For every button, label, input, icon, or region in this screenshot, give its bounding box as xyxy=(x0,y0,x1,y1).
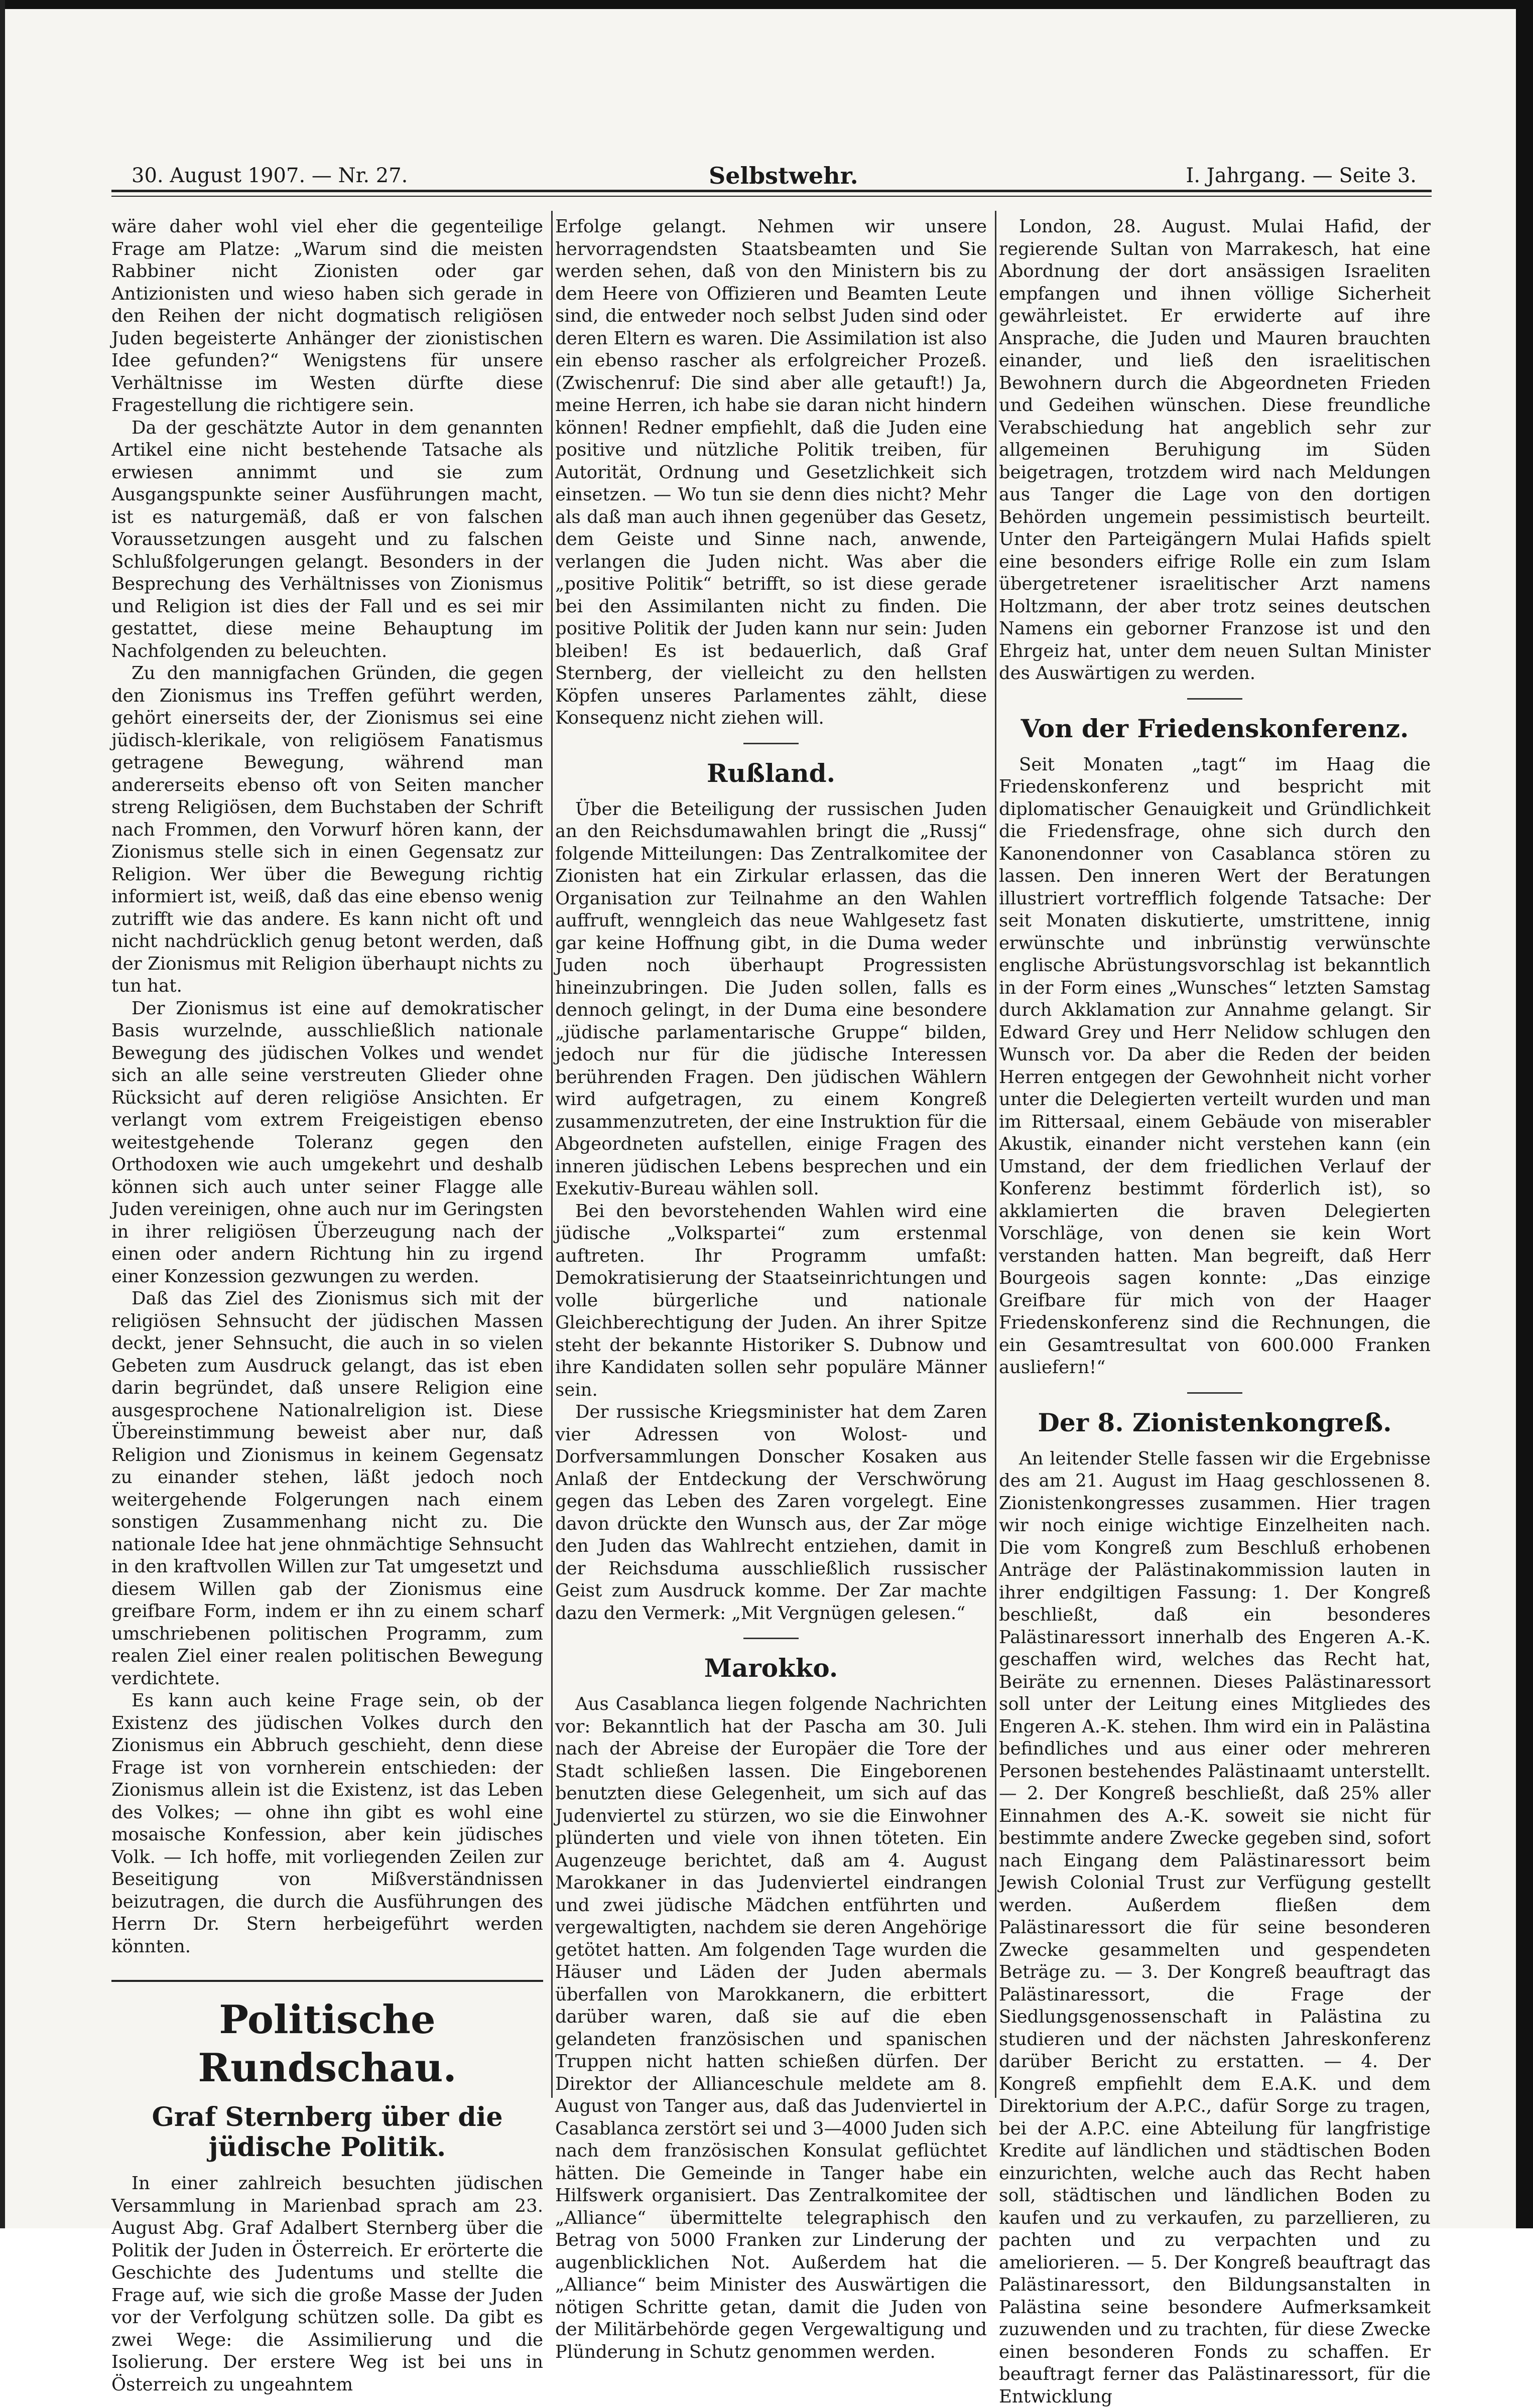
col3-paragraph: London, 28. August. Mulai Hafid, der regierende Sultan von Marrakesch, hat eine Abordnung der dort ansässigen Israeliten empfangen und ihnen völlige Sicherheit gewährleistet. Er erwiderte auf ihre Ansprache, die Juden und Mauren brauchten einander, und ließ den israelitischen Bewohnern durch die Abgeordneten Frieden und Gedeihen wünschen. Diese freundliche Verabschiedung hat angeblich sehr zur allgemeinen Beruhigung im Süden beigetragen, trotzdem wird nach Meldungen aus Tanger die Lage von den dortigen Behörden ungemein pessimistisch beurteilt. Unter den Parteigängern Mulai Hafids spielt eine besonders eifrige Rolle ein zum Islam übergetretener israelitischer Arzt namens Holtzmann, der aber trotz seines deutschen Namens ein geborner Franzose ist und den Ehrgeiz hat, unter dem neuen Sultan Minister des Auswärtigen zu werden. xyxy=(999,216,1431,685)
col1-paragraph: In einer zahlreich besuchten jüdischen Versammlung in Marienbad sprach am 23. August Abg. Graf Adalbert Sternberg über die Politik der Juden in Österreich. Er erörterte die Geschichte des Judentums und stellte die Frage auf, wie sich die große Masse der Juden vor der Verfolgung schützen solle. Da gibt es zwei Wege: die Assimilierung und die Isolierung. Der erstere Weg ist bei uns in Österreich zu ungeahntem xyxy=(111,2173,543,2396)
column-divider-2 xyxy=(995,211,996,2098)
scan-border-top xyxy=(0,0,1533,9)
page-header xyxy=(111,160,1432,192)
col1-paragraph: Der Zionismus ist eine auf demokratischer Basis wurzelnde, ausschließlich nationale Bewegung des jüdischen Volkes und wendet sich an alle seine verstreuten Glieder ohne Rücksicht auf deren religiöse Ansichten. Er verlangt vom extrem Freigeistigen ebenso weitestgehende Toleranz gegen den Orthodoxen wie auch umgekehrt und deshalb können sich auch unter seiner Flagge alle Juden vereinigen, ohne auch nur im Geringsten in ihrer religiösen Überzeugung nach der einen oder andern Richtung hin zu irgend einer Konzession gezwungen zu werden. xyxy=(111,998,543,1288)
col2-paragraph: Bei den bevorstehenden Wahlen wird eine jüdische „Volkspartei“ zum erstenmal auftreten. Ihr Programm umfaßt: Demokratisierung der Staatseinrichtungen und volle bürgerliche und nationale Gleichberechtigung der Juden. An ihrer Spitze steht der bekannte Historiker S. Dubnow und ihre Kandidaten sollen sehr populäre Männer sein. xyxy=(555,1200,987,1402)
separator-rule xyxy=(1187,698,1242,700)
col1-paragraph: wäre daher wohl viel eher die gegenteilige Frage am Platze: „Warum sind die meisten Rabbiner nicht Zionisten oder gar Antizionisten und wieso haben sich gerade in den Reihen der nicht dogmatisch religiösen Juden begeisterte Anhänger der zionistischen Idee gefunden?“ Wenigstens für unsere Verhältnisse im Westen dürfte diese Fragestellung die richtigere sein. xyxy=(111,216,543,417)
section-title-zionistenkongress: Der 8. Zionistenkongreß. xyxy=(999,1408,1431,1438)
col2-paragraph: Der russische Kriegsminister hat dem Zaren vier Adressen von Wolost- und Dorfversammlungen Donscher Kosaken aus Anlaß der Entdeckung der Verschwörung gegen das Leben des Zaren vorgelegt. Eine davon drückte den Wunsch aus, der Zar möge den Juden das Wahlrecht entziehen, damit in der Reichsduma ausschließlich russischer Geist zum Ausdruck komme. Der Zar machte dazu den Vermerk: „Mit Vergnügen gelesen.“ xyxy=(555,1401,987,1625)
col1-paragraph: Da der geschätzte Autor in dem genannten Artikel eine nicht bestehende Tatsache als erwiesen annimmt und sie zum Ausgangspunkte seiner Ausführungen macht, ist es naturgemäß, daß er von falschen Voraussetzungen ausgeht und zu falschen Schlußfolgerungen gelangt. Besonders in der Besprechung des Verhältnisses von Zionismus und Religion ist dies der Fall und es sei mir gestattet, diese meine Behauptung im Nachfolgenden zu beleuchten. xyxy=(111,417,543,663)
col1-paragraph: Es kann auch keine Frage sein, ob der Existenz des jüdischen Volkes durch den Zionismus ein Abbruch geschieht, denn diese Frage ist von vornherein entschieden: der Zionismus allein ist die Existenz, ist das Leben des Volkes; — ohne ihn gibt es wohl eine mosaische Konfession, aber kein jüdisches Volk. — Ich hoffe, mit vorliegenden Zeilen zur Beseitigung von Mißverständnissen beizutragen, die durch die Ausführungen des Herrn Dr. Stern herbeigeführt werden könnten. xyxy=(111,1690,543,1958)
section-title-russland: Rußland. xyxy=(555,758,987,788)
separator-rule xyxy=(1187,1392,1242,1394)
col3-paragraph: An leitender Stelle fassen wir die Ergebnisse des am 21. August im Haag geschlossenen 8. Zionistenkongresses zusammen. Hier tragen wir noch einige wichtige Einzelheiten nach. Die vom Kongreß zum Beschluß erhobenen Anträge der Palästinakommission lauten in ihrer endgiltigen Fassung: 1. Der Kongreß beschließt, daß ein besonderes Palästinaressort innerhalb des Engeren A.-K. geschaffen wird, welches das Recht hat, Beiräte zu ernennen. Dieses Palästinaressort soll unter der Leitung eines Mitgliedes des Engeren A.-K. stehen. Ihm wird ein in Palästina befindliches und aus einer oder mehreren Personen bestehendes Palästinaamt unterstellt. — 2. Der Kongreß beschließt, daß 25% aller Einnahmen des A.-K. soweit sie nicht für bestimmte andere Zwecke gegeben sind, sofort nach Eingang dem Palästinaressort beim Jewish Colonial Trust zur Verfügung gestellt werden. Außerdem fließen dem Palästinaressort die für seine besonderen Zwecke gesammelten und gespendeten Beträge zu. — 3. Der Kongreß beauftragt das Palästinaressort, die Frage der Siedlungsgenossenschaft in Palästina zu studieren und der nächsten Jahreskonferenz darüber Bericht zu erstatten. — 4. Der Kongreß empfiehlt dem E.A.K. und dem Direktorium der A.P.C., dafür Sorge zu tragen, bei der A.P.C. eine Abteilung für langfristige Kredite auf ländlichen und städtischen Boden einzurichten, welche auch das Recht haben soll, städtischen und ländlichen Boden zu kaufen und zu verkaufen, zu parzellieren, zu pachten und zu verpachten und zu ameliorieren. — 5. Der Kongreß beauftragt das Palästinaressort, den Bildungsanstalten in Palästina seine besondere Aufmerksamkeit zuzuwenden und zu trachten, für diese Zwecke einen besonderen Fonds zu schaffen. Er beauftragt ferner das Palästinaressort, für die Entwicklung xyxy=(999,1448,1431,2408)
section-title-marokko: Marokko. xyxy=(555,1653,987,1683)
col2-paragraph: Erfolge gelangt. Nehmen wir unsere hervorragendsten Staatsbeamten und Sie werden sehen, daß von den Ministern bis zu dem Heere von Offizieren und Beamten Leute sind, die entweder noch selbst Juden sind oder deren Eltern es waren. Die Assimilation ist also ein ebenso rascher als erfolgreicher Prozeß. (Zwischenruf: Die sind aber alle getauft!) Ja, meine Herren, ich habe sie daran nicht hindern können! Redner empfiehlt, daß die Juden eine positive und nützliche Politik treiben, für Autorität, Ordnung und Gesetzlichkeit sich einsetzen. — Wo tun sie denn dies nicht? Mehr als daß man auch ihnen gegenüber das Gesetz, dem Geiste und Sinne nach, anwende, verlangen die Juden nicht. Was aber die „positive Politik“ betrifft, so ist diese gerade bei den Assimilanten nicht zu finden. Die positive Politik der Juden kann nur sein: Juden bleiben! Es ist bedauerlich, daß Graf Sternberg, der vielleicht zu den hellsten Köpfen unseres Parlamentes zählt, diese Konsequenz nicht ziehen will. xyxy=(555,216,987,730)
column-3 xyxy=(999,216,1431,2408)
column-2 xyxy=(555,216,987,2363)
column-divider-1 xyxy=(551,211,553,2098)
header-title: Selbstwehr. xyxy=(709,160,858,192)
scan-border-left xyxy=(0,0,5,2228)
column-1 xyxy=(111,216,543,2396)
col2-paragraph: Über die Beteiligung der russischen Juden an den Reichsdumawahlen bringt die „Russj“ folgende Mitteilungen: Das Zentralkomitee der Zionisten hat ein Zirkular erlassen, das die Organisation zur Teilnahme an den Wahlen auffruft, wenngleich das neue Wahlgesetz fast gar keine Hoffnung gibt, in die Duma weder Juden noch überhaupt Progressisten hineinzubringen. Die Juden sollen, falls es dennoch gelingt, in der Duma eine besondere „jüdische parlamentarische Gruppe“ bilden, jedoch nur für die jüdische Interessen berührenden Fragen. Den jüdischen Wählern wird aufgetragen, zu einem Kongreß zusammenzutreten, der eine Instruktion für die Abgeordneten aufstellen, einige Fragen des inneren jüdischen Lebens besprechen und ein Exekutiv-Bureau wählen soll. xyxy=(555,798,987,1200)
col3-paragraph: Seit Monaten „tagt“ im Haag die Friedenskonferenz und bespricht mit diplomatischer Genauigkeit und Gründlichkeit die Friedensfrage, ohne sich durch den Kanonendonner von Casablanca stören zu lassen. Den inneren Wert der Beratungen illustriert vortrefflich folgende Tatsache: Der seit Monaten diskutierte, umstrittene, innig erwünschte und inbrünstig verwünschte englische Abrüstungsvorschlag ist bekanntlich in der Form eines „Wunsches“ letzten Samstag durch Akklamation zur Annahme gelangt. Sir Edward Grey und Herr Nelidow schlugen den Wunsch vor. Da aber die Reden der beiden Herren entgegen der Gewohnheit nicht vorher unter die Delegierten verteilt wurden und man im Rittersaal, einem Gebäude von miserabler Akustik, einander nicht verstehen kann (ein Umstand, der dem friedlichen Verlauf der Konferenz bestimmt förderlich ist), so akklamierten die braven Delegierten Vorschläge, von denen sie kein Wort verstanden hatten. Man begreift, daß Herr Bourgeois sagen konnte: „Das einzige Greifbare für mich von der Haager Friedenskonferenz sind die Rechnungen, die ein Gesamtresultat von 600.000 Franken ausliefern!“ xyxy=(999,754,1431,1379)
scan-border-right xyxy=(1516,0,1533,2228)
section-title-friedenskonferenz: Von der Friedenskonferenz. xyxy=(999,714,1431,744)
header-volume-page: I. Jahrgang. — Seite 3. xyxy=(1186,160,1417,192)
header-date-issue: 30. August 1907. — Nr. 27. xyxy=(132,160,408,192)
col2-paragraph: Aus Casablanca liegen folgende Nachrichten vor: Bekanntlich hat der Pascha am 30. Juli nach der Abreise der Europäer die Tore der Stadt schließen lassen. Die Eingeborenen benutzten diese Gelegenheit, um sich auf das Judenviertel zu stürzen, wo sie die Einwohner plünderten und viele von ihnen töteten. Ein Augenzeuge berichtet, daß am 4. August Marokkaner in das Judenviertel eindrangen und zwei jüdische Mädchen entführten und vergewaltigten, nachdem sie deren Angehörige getötet hatten. Am folgenden Tage wurden die Häuser und Läden der Juden abermals überfallen von Marokkanern, die erbittert darüber waren, daß sie auf die eben gelandeten französischen und spanischen Truppen nicht hatten schießen dürfen. Der Direktor der Allianceschule meldete am 8. August von Tanger aus, daß das Judenviertel in Casablanca zerstört sei und 3—4000 Juden sich nach dem französischen Konsulat geflüchtet hätten. Die Gemeinde in Tanger habe ein Hilfswerk organisiert. Das Zentralkomitee der „Alliance“ übermittelte telegraphisch den Betrag von 5000 Franken zur Linderung der augenblicklichen Not. Außerdem hat die „Alliance“ beim Minister des Auswärtigen die nötigen Schritte getan, damit die Juden von der Militärbehörde gegen Vergewaltigung und Plünderung in Schutz genommen werden. xyxy=(555,1693,987,2363)
col1-paragraph: Zu den mannigfachen Gründen, die gegen den Zionismus ins Treffen geführt werden, gehört einerseits der, der Zionismus sei eine jüdisch-klerikale, von religiösem Fanatismus getragene Bewegung, während man andererseits ebenso oft von Seiten mancher streng Religiösen, dem Buchstaben der Schrift nach Frommen, den Vorwurf hören kann, der Zionismus stelle sich in einen Gegensatz zur Religion. Wer über die Bewegung richtig informiert ist, weiß, daß das eine ebenso wenig zutrifft wie das andere. Es kann nicht oft und nicht nachdrücklich genug betont werden, daß der Zionismus mit Religion überhaupt nichts zu tun hat. xyxy=(111,662,543,998)
col1-paragraph: Daß das Ziel des Zionismus sich mit der religiösen Sehnsucht der jüdischen Massen deckt, jener Sehnsucht, die auch in so vielen Gebeten zum Ausdruck gelangt, das ist eben darin begründet, daß unsere Religion eine ausgesprochene Nationalreligion ist. Diese Übereinstimmung beweist aber nur, daß Religion und Zionismus in keinem Gegensatz zu einander stehen, läßt jedoch noch weitergehende Folgerungen nach einem sonstigen Zusammenhang nicht zu. Die nationale Idee hat jene ohnmächtige Sehnsucht in den kraftvollen Willen zur Tat umgesetzt und diesem Willen gab der Zionismus eine greifbare Form, indem er ihn zu einem scharf umschriebenen politischen Programm, zum realen Ziel einer realen politischen Bewegung verdichtete. xyxy=(111,1288,543,1690)
separator-rule xyxy=(743,743,799,744)
section-title-politische-rundschau: Politische Rundschau. xyxy=(111,1980,543,2092)
header-rule xyxy=(111,190,1432,192)
header-rule-thin xyxy=(111,196,1432,197)
separator-rule xyxy=(743,1638,799,1639)
article-title-sternberg: Graf Sternberg über die jüdische Politik. xyxy=(111,2102,543,2163)
